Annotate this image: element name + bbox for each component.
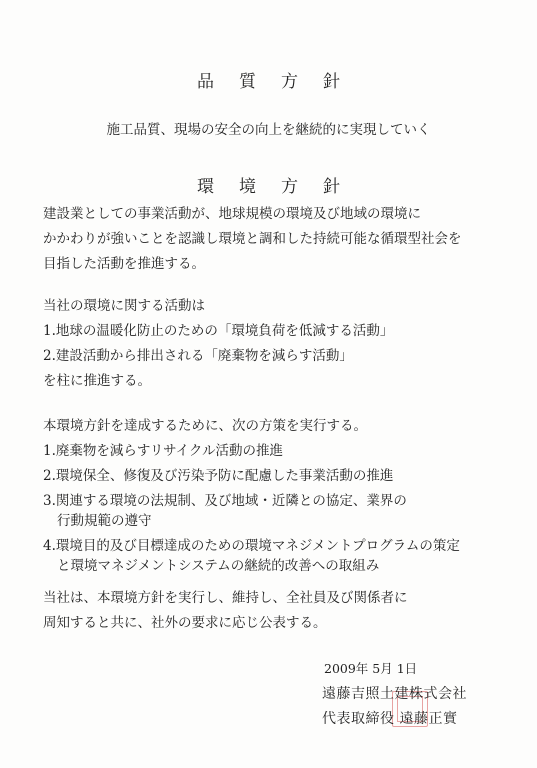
- title-char: 針: [323, 72, 340, 92]
- title-char: 環: [197, 177, 214, 197]
- measures-line: 行動規範の遵守: [57, 513, 152, 529]
- activities-line: を柱に推進する。: [43, 373, 151, 389]
- quality-policy-title: [0, 67, 537, 92]
- intro-line: かかわりが強いことを認識し環境と調和した持続可能な循環型社会を: [43, 231, 462, 247]
- representative-signature: 代表取締役 遠藤正實: [322, 711, 458, 727]
- title-char: 方: [281, 72, 298, 92]
- quality-policy-statement: 施工品質、現場の安全の向上を継続的に実現していく: [106, 122, 431, 138]
- measures-line: 本環境方針を達成するために、次の方策を実行する。: [43, 418, 367, 434]
- measures-line: 4.環境目的及び目標達成のための環境マネジメントプログラムの策定: [43, 538, 460, 554]
- intro-line: 目指した活動を推進する。: [43, 256, 205, 272]
- title-char: 針: [323, 177, 340, 197]
- closing-line: 当社は、本環境方針を実行し、維持し、全社員及び関係者に: [43, 590, 408, 606]
- company-name: 遠藤吉照土建株式会社: [322, 686, 467, 702]
- activities-line: 当社の環境に関する活動は: [43, 298, 205, 314]
- title-char: 方: [281, 177, 298, 197]
- title-char: 品: [197, 72, 214, 92]
- closing-line: 周知すると共に、社外の要求に応じ公表する。: [43, 615, 327, 631]
- title-char: 質: [239, 72, 256, 92]
- issue-date: 2009年 5月 1日: [324, 661, 418, 676]
- activities-line: 1.地球の温暖化防止のための「環境負荷を低減する活動」: [43, 323, 394, 339]
- measures-line: と環境マネジメントシステムの継続的改善への取組み: [57, 558, 380, 574]
- intro-line: 建設業としての事業活動が、地球規模の環境及び地域の環境に: [43, 206, 421, 222]
- title-char: 境: [239, 177, 256, 197]
- measures-line: 2.環境保全、修復及び汚染予防に配慮した事業活動の推進: [43, 468, 394, 484]
- environmental-policy-title: [0, 172, 537, 197]
- activities-line: 2.建設活動から排出される「廃棄物を減らす活動」: [43, 348, 353, 364]
- measures-line: 1.廃棄物を減らすリサイクル活動の推進: [43, 443, 283, 459]
- measures-line: 3.関連する環境の法規制、及び地域・近隣との協定、業界の: [43, 493, 407, 509]
